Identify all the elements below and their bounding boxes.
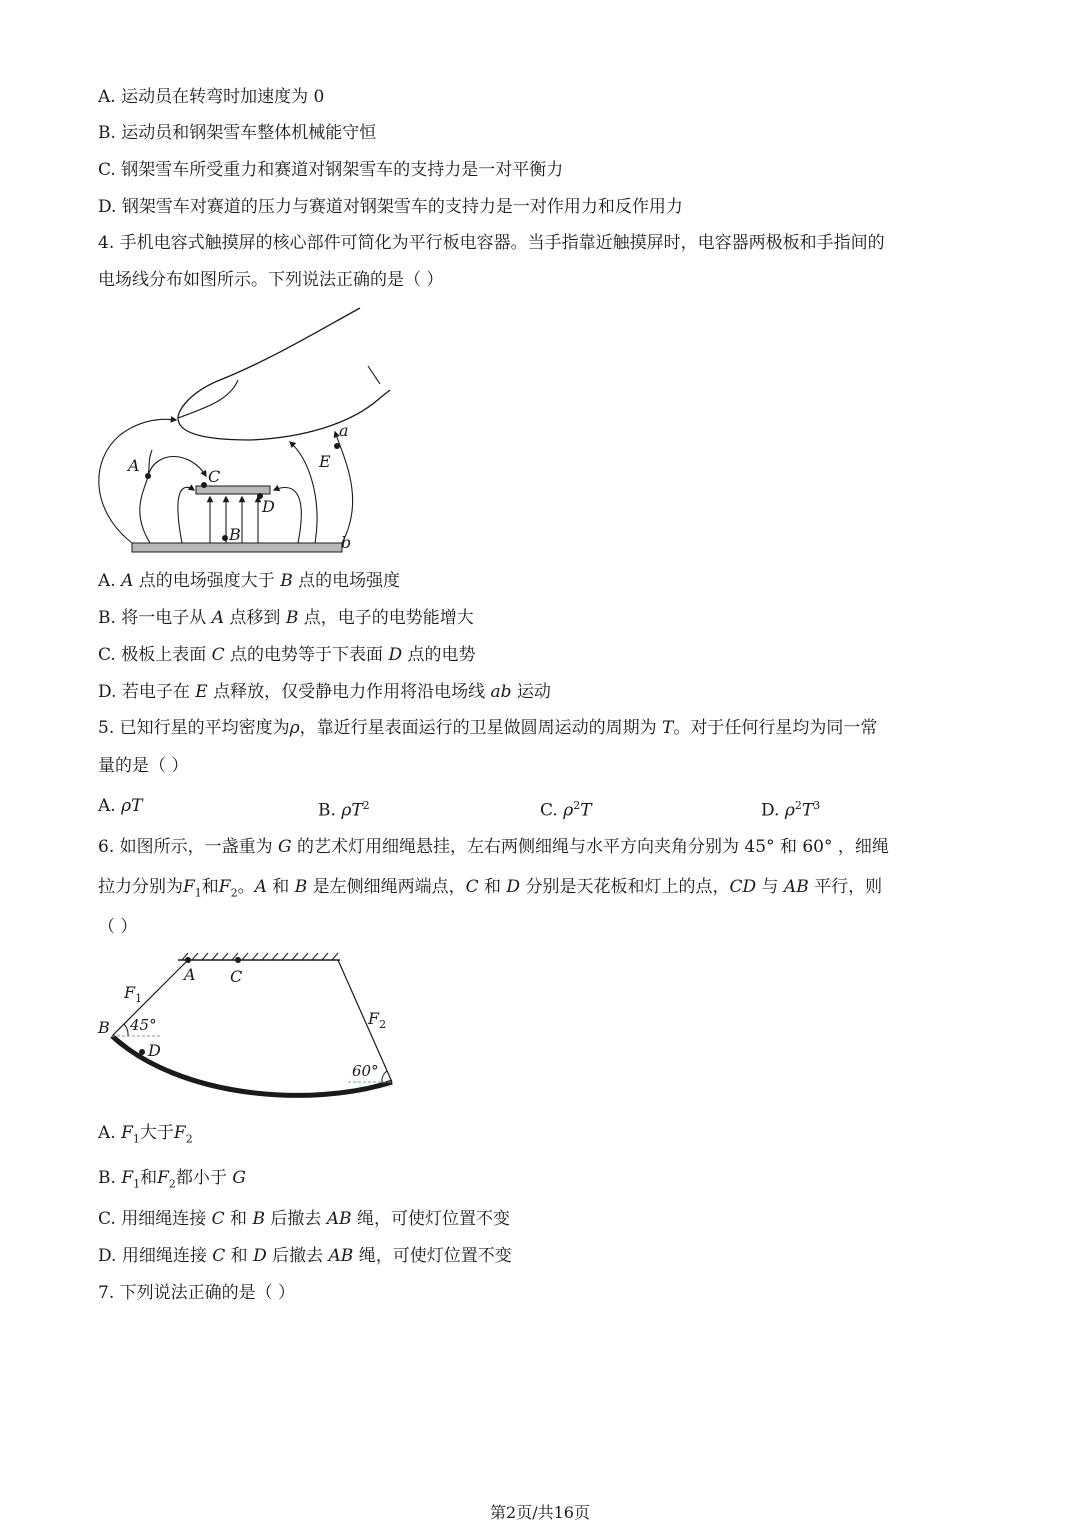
q4-stem-line1: 4. 手机电容式触摸屏的核心部件可简化为平行板电容器。当手指靠近触摸屏时，电容器两极板和手指间的 — [98, 233, 885, 253]
label-c: C — [230, 967, 243, 986]
capacitor-finger-figure — [90, 300, 410, 560]
finger-outline — [178, 308, 390, 440]
q3-option-a: A. 运动员在转弯时加速度为 0 — [98, 87, 325, 107]
q5-stem-line1: 5. 已知行星的平均密度为ρ，靠近行星表面运行的卫星做圆周运动的周期为 T。对于任何行星均为同一常 — [98, 718, 878, 738]
label-e: E — [319, 452, 331, 471]
bottom-plate — [132, 543, 342, 552]
point-b — [222, 535, 228, 541]
page-footer: 第2页/共16页 — [490, 1503, 590, 1522]
q4-option-c: C. 极板上表面 C 点的电势等于下表面 D 点的电势 — [98, 645, 476, 665]
q3-option-d: D. 钢架雪车对赛道的压力与赛道对钢架雪车的支持力是一对作用力和反作用力 — [98, 197, 683, 217]
label-f2: $F_2$ — [368, 1009, 387, 1031]
label-b: B — [98, 1018, 110, 1037]
q6-option-a: A. $F_1$大于$F_2$ — [98, 1123, 193, 1146]
q3-option-b: B. 运动员和钢架雪车整体机械能守恒 — [98, 123, 377, 143]
q6-stem-line3: （ ） — [98, 917, 138, 937]
q4-stem-line2: 电场线分布如图所示。下列说法正确的是（ ） — [98, 270, 444, 290]
q5-stem-line2: 量的是（ ） — [98, 756, 189, 776]
q6-stem-line2: 拉力分别为$F_1$和$F_2$。A 和 B 是左侧细绳两端点，C 和 D 分别是天花板和灯上的点，CD 与 AB 平行，则 — [98, 877, 883, 900]
hanging-lamp-figure — [90, 948, 410, 1108]
q5-option-b: B. $\rho T^2$ — [318, 799, 370, 821]
point-c — [235, 957, 241, 963]
label-b: B — [229, 525, 241, 544]
q4-option-d: D. 若电子在 E 点释放，仅受静电力作用将沿电场线 ab 运动 — [98, 682, 551, 702]
q6-option-d: D. 用细绳连接 C 和 D 后撤去 AB 绳，可使灯位置不变 — [98, 1246, 512, 1266]
label-d: D — [148, 1041, 161, 1060]
label-f1: $F_1$ — [124, 983, 143, 1005]
q5-option-a: A. ρT — [98, 796, 143, 816]
point-d — [139, 1049, 145, 1055]
q5-option-c: C. $\rho^2T$ — [540, 799, 592, 821]
q7-stem: 7. 下列说法正确的是（ ） — [98, 1283, 296, 1303]
q4-option-b: B. 将一电子从 A 点移到 B 点，电子的电势能增大 — [98, 608, 474, 628]
label-a: A — [184, 965, 196, 984]
label-60-deg: 60° — [352, 1062, 379, 1080]
q3-option-c: C. 钢架雪车所受重力和赛道对钢架雪车的支持力是一对平衡力 — [98, 160, 564, 180]
q6-option-c: C. 用细绳连接 C 和 B 后撤去 AB 绳，可使灯位置不变 — [98, 1209, 510, 1229]
point-c — [201, 482, 207, 488]
label-small-b: b — [341, 533, 352, 552]
label-45-deg: 45° — [130, 1016, 157, 1034]
q6-stem-line1: 6. 如图所示，一盏重为 G 的艺术灯用细绳悬挂，左右两侧细绳与水平方向夹角分别为 45° 和 60° ，细绳 — [98, 837, 889, 857]
point-e — [334, 443, 340, 449]
label-c: C — [208, 467, 221, 486]
q4-option-a: A. A 点的电场强度大于 B 点的电场强度 — [98, 571, 401, 591]
label-small-a: a — [339, 421, 349, 440]
q5-option-d: D. $\rho^2T^3$ — [761, 799, 821, 821]
label-a: A — [128, 456, 140, 475]
label-d: D — [262, 497, 275, 516]
q6-option-b: B. $F_1$和$F_2$都小于 G — [98, 1168, 246, 1191]
point-a — [145, 473, 151, 479]
top-plate — [196, 486, 270, 494]
point-a — [185, 957, 191, 963]
